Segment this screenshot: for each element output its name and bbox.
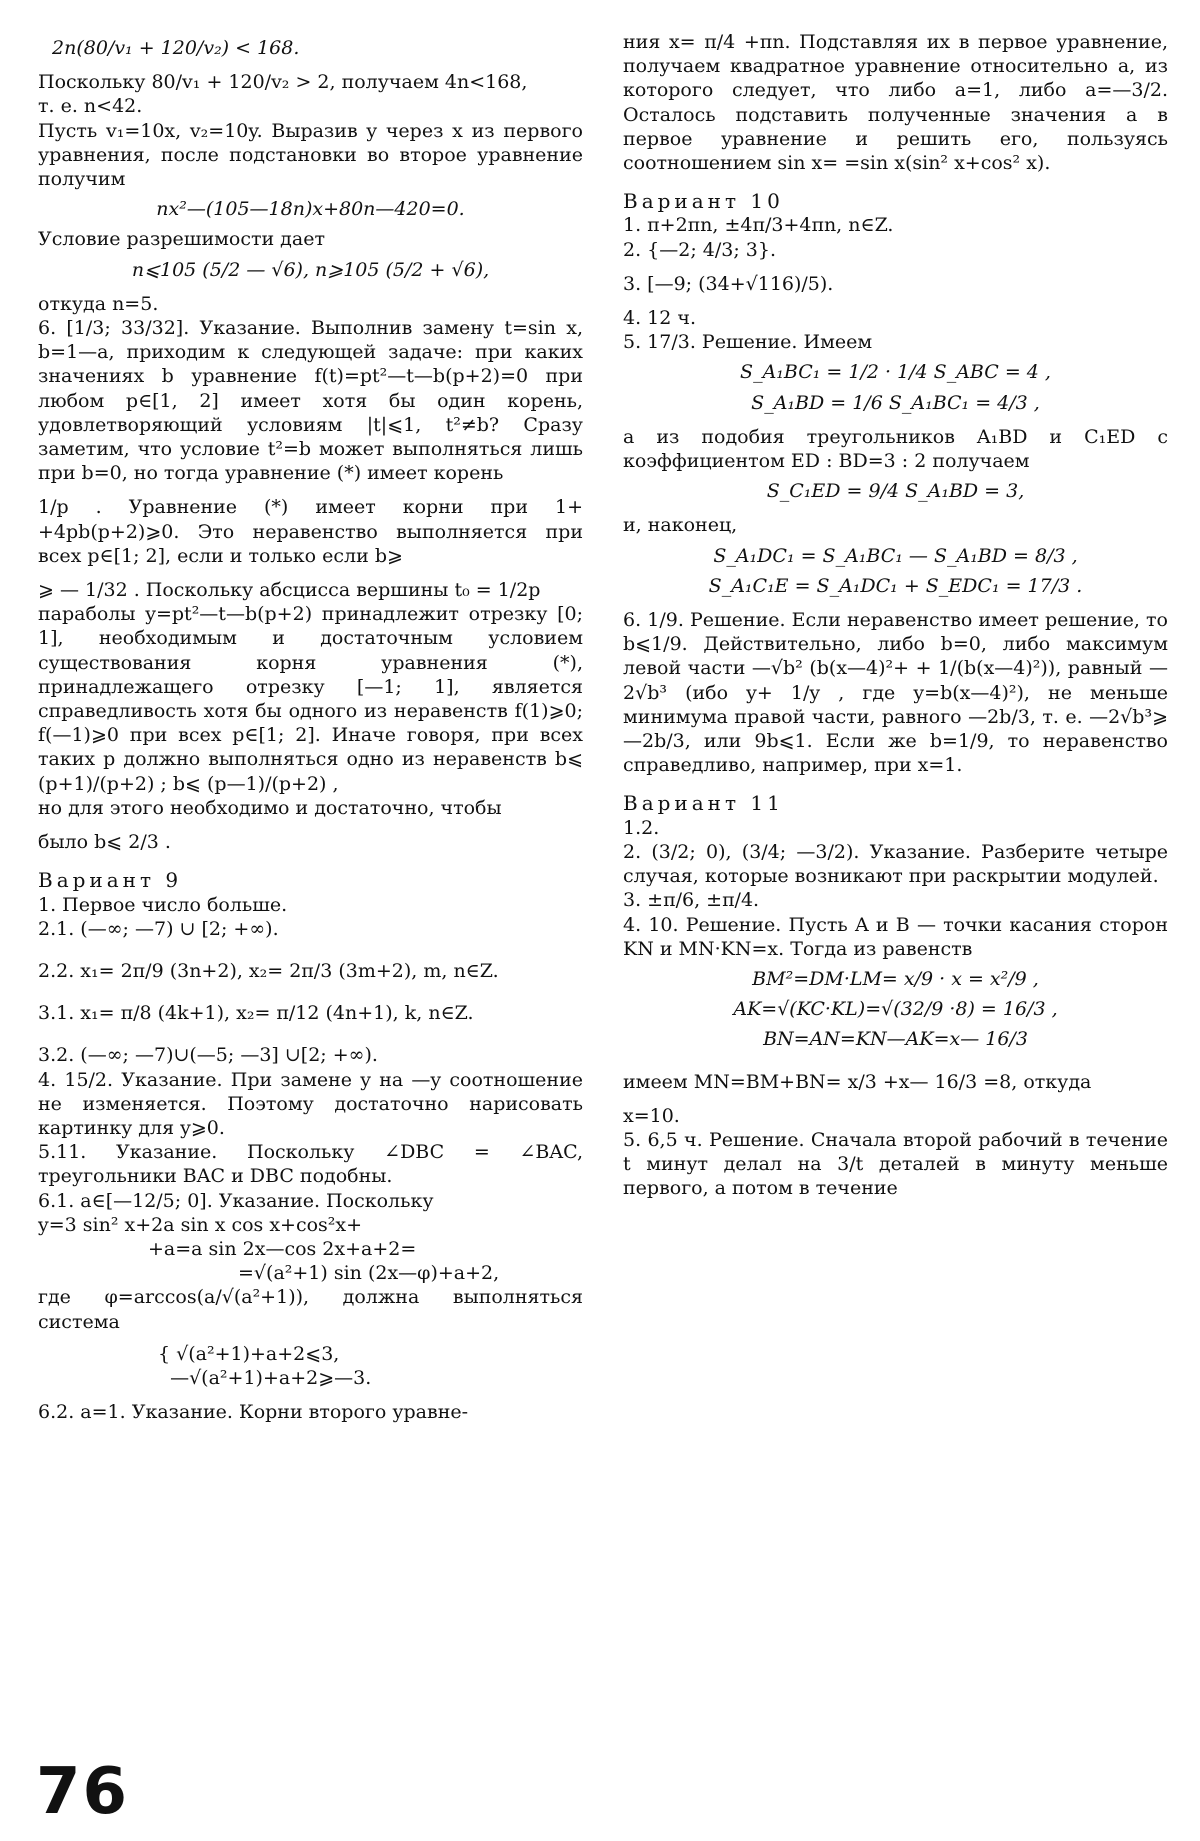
answer-line: 2. {—2; 4/3; 3}. xyxy=(623,238,777,261)
right-column xyxy=(623,30,1168,1201)
answer-line: 6.1. a∈[—12/5; 0]. Указание. Поскольку xyxy=(38,1189,434,1212)
text-paragraph: параболы y=pt²—t—b(p+2) принадлежит отрезку [0; 1], необходимым и достаточным условием существования корня уравнения (*), принадлежащего отрезку [—1; 1], является справедливость хотя бы одного из неравенств f(1)⩾0; f(—1)⩾0 при всех p∈[1; 2]. Иначе говоря, при всех таких p должно выполняться одно из неравенств b⩽ (p+1)/(p+2) ; b⩽ (p—1)/(p+2) , xyxy=(38,603,583,795)
answer-line: 1.2. xyxy=(623,816,660,839)
equation-line: AK=√(KC·KL)=√(32/9 ·8) = 16/3 , xyxy=(733,998,1058,1021)
solution-paragraph: 6. [1/3; 33/32]. Указание. Выполнив замену t=sin x, b=1—a, приходим к следующей задаче: при каких значениях b уравнение f(t)=pt²—t—b(p+2)=0 при любом p∈[1, 2] имеет хотя бы один корень, удовлетворяющий условиям |t|⩽1, t²≠b? Сразу заметим, что условие t²=b может выполняться лишь при b=0, но тогда уравнение (*) имеет корень xyxy=(38,317,583,485)
inequality-line: 2n(80/v₁ + 120/v₂) < 168. xyxy=(52,37,300,59)
text-paragraph: 1/p . Уравнение (*) имеет корни при 1+ +4pb(p+2)⩾0. Это неравенство выполняется при всех p∈[1; 2], если и только если b⩾ xyxy=(38,496,583,567)
equation-line: BM²=DM·LM= x/9 · x = x²/9 , xyxy=(752,967,1039,990)
answer-line: 5. 17/3. Решение. Имеем xyxy=(623,331,873,354)
text-paragraph: а из подобия треугольников A₁BD и C₁ED с коэффициентом ED : BD=3 : 2 получаем xyxy=(623,425,1168,473)
equation-line: S_C₁ED = 9/4 S_A₁BD = 3, xyxy=(766,480,1025,503)
text-line: x=10. xyxy=(623,1104,680,1127)
answer-line: 3. [—9; (34+√116)/5). xyxy=(623,272,834,295)
answer-paragraph: 2. (3/2; 0), (3/4; —3/2). Указание. Разберите четыре случая, которые возникают при раскрытии модулей. xyxy=(623,840,1168,888)
left-column xyxy=(38,30,583,1424)
equation-line: S_A₁BC₁ = 1/2 · 1/4 S_ABC = 4 , xyxy=(740,361,1051,384)
answer-line: 6.2. a=1. Указание. Корни второго уравне- xyxy=(38,1401,469,1424)
variant-heading: Вариант 11 xyxy=(623,791,784,816)
answer-line: 1. π+2πn, ±4π/3+4πn, n∈Z. xyxy=(623,214,894,237)
text-line: но для этого необходимо и достаточно, чтобы xyxy=(38,796,502,819)
text-paragraph: ния x= π/4 +πn. Подставляя их в первое уравнение, получаем квадратное уравнение относительно a, из которого следует, что либо a=1, либо a=—3/2. Осталось подставить полученные значения a в первое уравнение и решить его, пользуясь соотношением sin x= =sin x(sin² x+cos² x). xyxy=(623,31,1168,175)
text-paragraph: Пусть v₁=10x, v₂=10y. Выразив y через x из первого уравнения, после подстановки во второе уравнение получим xyxy=(38,119,583,191)
text-line: имеем MN=BM+BN= x/3 +x— 16/3 =8, откуда xyxy=(623,1070,1092,1093)
equation-line: S_A₁DC₁ = S_A₁BC₁ — S_A₁BD = 8/3 , xyxy=(713,544,1078,567)
text-line: было b⩽ 2/3 . xyxy=(38,831,171,854)
equation-line: S_A₁C₁E = S_A₁DC₁ + S_EDC₁ = 17/3 . xyxy=(708,574,1083,597)
answer-paragraph: 5.11. Указание. Поскольку ∠DBC = ∠BAC, треугольники BAC и DBC подобны. xyxy=(38,1141,583,1188)
answer-line: 3. ±π/6, ±π/4. xyxy=(623,889,760,912)
equation-line: n⩽105 (5/2 — √6), n⩾105 (5/2 + √6), xyxy=(131,258,490,281)
equation-line: nx²—(105—18n)x+80n—420=0. xyxy=(156,198,465,221)
text-line: Условие разрешимости дает xyxy=(38,228,325,251)
answer-line: 1. Первое число больше. xyxy=(38,893,288,916)
text-paragraph: где φ=arccos(a/√(a²+1)), должна выполняться система xyxy=(38,1286,583,1333)
answer-line: 2.1. (—∞; —7) ∪ [2; +∞). xyxy=(38,917,279,940)
equation-line: +a=a sin 2x—cos 2x+a+2= xyxy=(148,1237,417,1260)
page-number: 76 xyxy=(36,1755,130,1829)
equation-line: =√(a²+1) sin (2x—φ)+a+2, xyxy=(238,1262,500,1285)
solution-paragraph: 6. 1/9. Решение. Если неравенство имеет решение, то b⩽1/9. Действительно, либо b=0, либо максимум левой части —√b² (b(x—4)²+ + 1/(b(x—4)²)), равный —2√b³ (ибо y+ 1/y , где y=b(x—4)²), не меньше минимума правой части, равного —2b/3, т. е. —2√b³⩾—2b/3, или 9b⩽1. Если же b=1/9, то неравенство справедливо, например, при x=1. xyxy=(623,609,1168,777)
system-line: { √(a²+1)+a+2⩽3, xyxy=(158,1342,340,1365)
text-line: и, наконец, xyxy=(623,514,738,537)
equation-line: y=3 sin² x+2a sin x cos x+cos²x+ xyxy=(38,1213,363,1236)
answer-line: 3.2. (—∞; —7)∪(—5; —3] ∪[2; +∞). xyxy=(38,1044,378,1067)
answer-paragraph: 4. 10. Решение. Пусть A и B — точки касания сторон KN и MN·KN=x. Тогда из равенств xyxy=(623,913,1168,960)
system-line: —√(a²+1)+a+2⩾—3. xyxy=(158,1366,372,1389)
answer-line: 3.1. x₁= π/8 (4k+1), x₂= π/12 (4n+1), k, n∈Z. xyxy=(38,1002,474,1025)
variant-heading: Вариант 9 xyxy=(38,868,183,893)
text-line: откуда n=5. xyxy=(38,292,159,315)
answer-line: 2.2. x₁= 2π/9 (3n+2), x₂= 2π/3 (3m+2), m, n∈Z. xyxy=(38,959,499,982)
answer-paragraph: 4. 15/2. Указание. При замене y на —y соотношение не изменяется. Поэтому достаточно нарисовать картинку для y⩾0. xyxy=(38,1068,583,1139)
equation-line: BN=AN=KN—AK=x— 16/3 xyxy=(763,1028,1028,1051)
text-line: Поскольку 80/v₁ + 120/v₂ > 2, получаем 4n<168, xyxy=(38,71,528,94)
equation-line: S_A₁BD = 1/6 S_A₁BC₁ = 4/3 , xyxy=(751,391,1040,414)
solution-paragraph: 5. 6,5 ч. Решение. Сначала второй рабочий в течение t минут делал на 3/t деталей в минуту меньше первого, а потом в течение xyxy=(623,1128,1168,1200)
text-line: ⩾ — 1/32 . Поскольку абсцисса вершины t₀ = 1/2p xyxy=(38,579,541,602)
text-line: т. е. n<42. xyxy=(38,95,143,118)
variant-heading: Вариант 10 xyxy=(623,189,784,214)
answer-line: 4. 12 ч. xyxy=(623,307,696,330)
